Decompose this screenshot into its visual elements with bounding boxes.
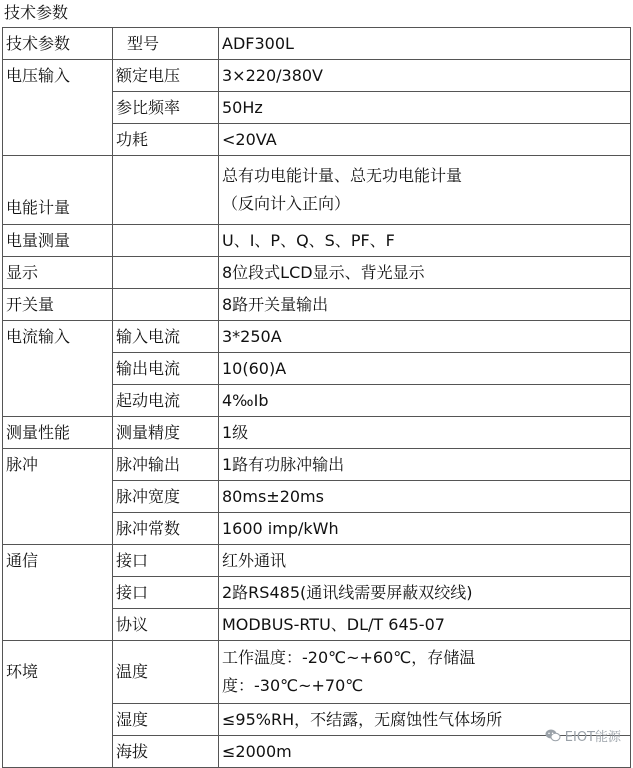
label-cell: 测量精度 (113, 417, 219, 449)
label-cell: 接口 (113, 577, 219, 609)
value-cell: U、I、P、Q、S、PF、F (219, 225, 631, 257)
table-row (3, 321, 631, 353)
table-row (3, 257, 631, 289)
label-cell: 参比频率 (113, 92, 219, 124)
table-row (3, 513, 631, 545)
table-row (3, 609, 631, 641)
value-cell: 3*250A (219, 321, 631, 353)
energy-value-line2: （反向计入正向） (222, 194, 351, 213)
table-row (3, 28, 631, 60)
group-cell-energy: 电能计量 (3, 156, 113, 225)
label-cell: 接口 (113, 545, 219, 577)
header-cell-params: 技术参数 (3, 28, 113, 60)
table-row (3, 92, 631, 124)
table-row (3, 449, 631, 481)
value-cell: 4‰Ib (219, 385, 631, 417)
value-cell: 50Hz (219, 92, 631, 124)
temp-value-line1: 工作温度：-20℃~+60℃，存储温 (222, 648, 476, 667)
label-cell: 输入电流 (113, 321, 219, 353)
table-row (3, 641, 631, 704)
value-cell: 1路有功脉冲输出 (219, 449, 631, 481)
value-cell: 红外通讯 (219, 545, 631, 577)
temp-value-line2: 度：-30℃~+70℃ (222, 676, 364, 695)
group-cell-voltage: 电压输入 (3, 60, 113, 92)
group-cell-empty (3, 353, 113, 385)
group-cell-current: 电流输入 (3, 321, 113, 353)
label-cell: 额定电压 (113, 60, 219, 92)
label-cell-empty (113, 289, 219, 321)
label-cell: 温度 (113, 641, 219, 704)
value-cell: ≤2000m (219, 736, 631, 768)
group-cell-measure: 电量测量 (3, 225, 113, 257)
label-cell: 海拔 (113, 736, 219, 768)
group-cell-pulse: 脉冲 (3, 449, 113, 481)
table-row (3, 481, 631, 513)
table-row (3, 60, 631, 92)
value-cell: MODBUS-RTU、DL/T 645-07 (219, 609, 631, 641)
table-row (3, 289, 631, 321)
label-cell-empty (113, 156, 219, 225)
group-cell-empty (3, 124, 113, 156)
label-cell: 脉冲常数 (113, 513, 219, 545)
spec-table (2, 27, 631, 768)
table-row (3, 353, 631, 385)
label-cell: 脉冲宽度 (113, 481, 219, 513)
value-cell: 80ms±20ms (219, 481, 631, 513)
group-cell-perf: 测量性能 (3, 417, 113, 449)
value-cell: 10(60)A (219, 353, 631, 385)
label-cell: 功耗 (113, 124, 219, 156)
group-cell-empty (3, 385, 113, 417)
value-cell (219, 156, 631, 225)
value-cell: <20VA (219, 124, 631, 156)
table-row (3, 704, 631, 736)
label-cell: 协议 (113, 609, 219, 641)
value-cell: 3×220/380V (219, 60, 631, 92)
label-cell: 脉冲输出 (113, 449, 219, 481)
group-cell-empty (3, 92, 113, 124)
group-cell-display: 显示 (3, 257, 113, 289)
group-cell-empty (3, 609, 113, 641)
watermark (545, 726, 621, 745)
table-row (3, 124, 631, 156)
value-cell: ≤95%RH，不结露，无腐蚀性气体场所 (219, 704, 631, 736)
table-row (3, 156, 631, 225)
header-cell-model-label: 型号 (113, 28, 219, 60)
group-cell-empty (3, 704, 113, 736)
table-row (3, 545, 631, 577)
value-cell: 1级 (219, 417, 631, 449)
group-cell-comm: 通信 (3, 545, 113, 577)
table-row (3, 417, 631, 449)
header-cell-model-value: ADF300L (219, 28, 631, 60)
wechat-icon (545, 729, 561, 742)
group-cell-empty (3, 513, 113, 545)
value-cell: 1600 imp/kWh (219, 513, 631, 545)
group-cell-switch: 开关量 (3, 289, 113, 321)
label-cell: 起动电流 (113, 385, 219, 417)
value-cell (219, 641, 631, 704)
page-heading: 技术参数 (4, 3, 69, 22)
label-cell-empty (113, 257, 219, 289)
energy-value-line1: 总有功电能计量、总无功电能计量 (222, 166, 463, 185)
watermark-text: EIOT能源 (564, 730, 621, 745)
table-row (3, 577, 631, 609)
label-cell-empty (113, 225, 219, 257)
group-cell-empty (3, 577, 113, 609)
value-cell: 8路开关量输出 (219, 289, 631, 321)
value-cell: 8位段式LCD显示、背光显示 (219, 257, 631, 289)
table-row (3, 225, 631, 257)
group-cell-env: 环境 (3, 641, 113, 704)
group-cell-empty (3, 481, 113, 513)
label-cell: 输出电流 (113, 353, 219, 385)
table-row (3, 385, 631, 417)
label-cell: 湿度 (113, 704, 219, 736)
value-cell: 2路RS485(通讯线需要屏蔽双绞线) (219, 577, 631, 609)
